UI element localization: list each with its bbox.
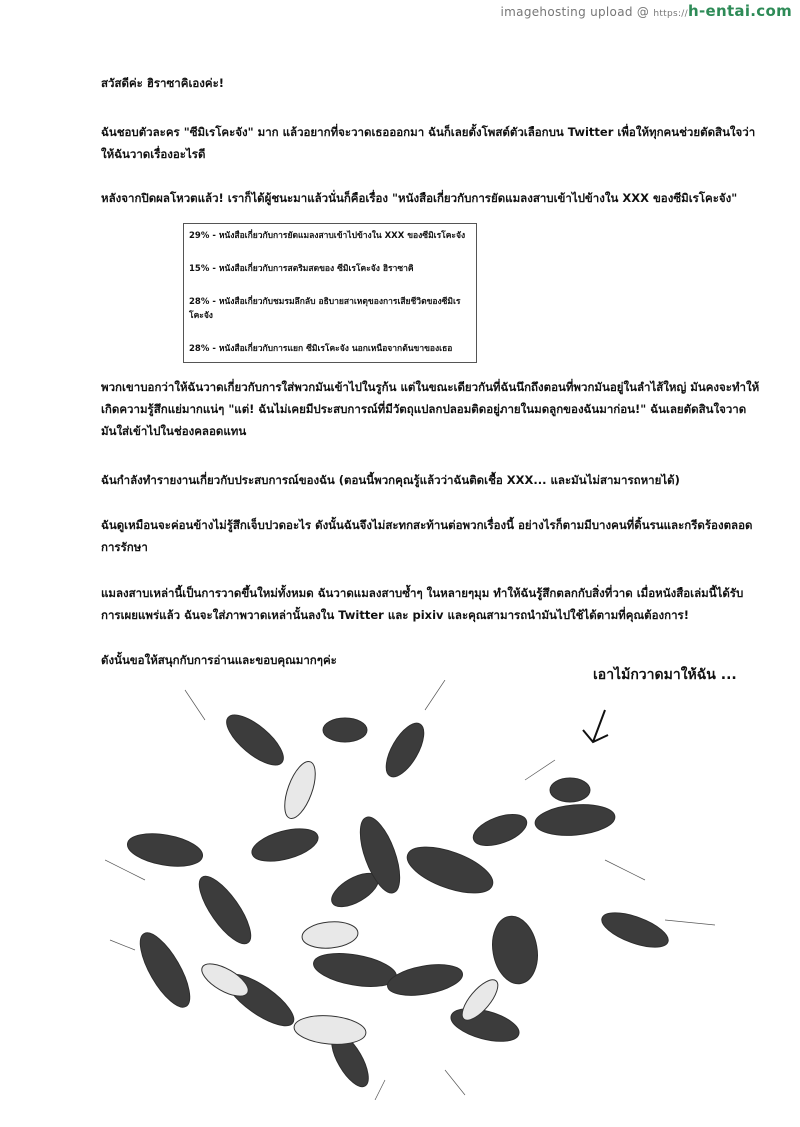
poll-item: 28% - หนังสือเกี่ยวกับการแยก ซีมิเรโคะจัง นอกเหนือจากต้นขาของเธอ	[189, 344, 453, 354]
poll-percent: 15%	[189, 264, 210, 274]
drawings-paragraph: แมลงสาบเหล่านี้เป็นการวาดขึ้นใหม่ทั้งหมด ฉันวาดแมลงสาบซ้ำๆ ในหลายๆมุม ทำให้ฉันรู้สึกตลกกับสิ่งที่วาด เมื่อหนังสือเล่มนี้ได้รับการเผยแพร่แล้ว ฉันจะใส่ภาพวาดเหล่านั้นลงใน Twitter และ pixiv และคุณสามารถนำมันไปใช้ได้ตามที่คุณต้องการ!	[101, 586, 744, 622]
poll-item: 15% - หนังสือเกี่ยวกับการสตริมสดของ ซีมิเรโคะจัง ฮิราซาคิ	[189, 264, 414, 274]
illustration-caption: เอาไม้กวาดมาให้ฉัน ...	[593, 667, 737, 683]
watermark	[501, 2, 792, 20]
intro-paragraph: ฉันชอบตัวละคร "ซีมิเรโคะจัง" มาก แล้วอยากที่จะวาดเธอออกมา ฉันก็เลยตั้งโพสต์ตัวเลือกบน Twitter เพื่อให้ทุกคนช่วยตัดสินใจว่าให้ฉันวาดเรื่องอะไรดี	[101, 125, 756, 161]
explanation-paragraph: พวกเขาบอกว่าให้ฉันวาดเกี่ยวกับการใส่พวกมันเข้าไปในรูก้น แต่ในขณะเดียวกันที่ฉันนึกถึงตอนที่พวกมันอยู่ในลำไส้ใหญ่ มันคงจะทำให้เกิดความรู้สึกแย่มากแน่ๆ "แต่! ฉันไม่เคยมีประสบการณ์ที่มีวัตถุแปลกปลอมติดอยู่ภายในมดลูกของฉันมาก่อน!" ฉันเลยตัดสินใจวาดมันใส่เข้าไปในช่องคลอดแทน	[101, 380, 760, 438]
poll-label: หนังสือเกี่ยวกับการยัดแมลงสาบเข้าไปข้างใน XXX ของซีมิเรโคะจัง	[218, 231, 466, 241]
poll-percent: 28%	[189, 297, 210, 307]
watermark-brand: h-entai.com	[687, 2, 792, 20]
closing-paragraph: ดังนั้นขอให้สนุกกับการอ่านและขอบคุณมากๆค่ะ	[101, 653, 337, 667]
greeting-paragraph: สวัสดีค่ะ ฮิราซาคิเองค่ะ!	[101, 76, 225, 90]
poll-item: 28% - หนังสือเกี่ยวกับชมรมลึกลับ อธิบายสาเหตุของการเสียชีวิตของซีมิเรโคะจัง	[189, 297, 461, 321]
poll-label: หนังสือเกี่ยวกับการแยก ซีมิเรโคะจัง นอกเหนือจากต้นขาของเธอ	[218, 344, 453, 354]
watermark-scheme: https://	[653, 9, 688, 19]
poll-percent: 29%	[189, 231, 210, 241]
poll-label: หนังสือเกี่ยวกับการสตริมสดของ ซีมิเรโคะจัง ฮิราซาคิ	[218, 264, 414, 274]
poll-label: หนังสือเกี่ยวกับชมรมลึกลับ อธิบายสาเหตุของการเสียชีวิตของซีมิเรโคะจัง	[189, 297, 461, 321]
watermark-prefix: imagehosting upload @	[500, 5, 654, 19]
poll-percent: 28%	[189, 344, 210, 354]
report-paragraph: ฉันกำลังทำรายงานเกี่ยวกับประสบการณ์ของฉัน (ตอนนี้พวกคุณรู้แล้วว่าฉันติดเชื้อ XXX... และมันไม่สามารถหายได้)	[101, 473, 680, 487]
poll-item: 29% - หนังสือเกี่ยวกับการยัดแมลงสาบเข้าไปข้างใน XXX ของซีมิเรโคะจัง	[189, 231, 466, 241]
poll-result-paragraph: หลังจากปิดผลโหวตแล้ว! เราก็ได้ผู้ชนะมาแล้วนั่นก็คือเรื่อง "หนังสือเกี่ยวกับการยัดแมลงสาบเข้าไปข้างใน XXX ของซีมิเรโคะจัง"	[101, 191, 738, 205]
insect-cluster-illustration	[105, 680, 725, 1100]
experience-paragraph: ฉันดูเหมือนจะค่อนข้างไม่รู้สึกเจ็บปวดอะไร ดังนั้นฉันจึงไม่สะทกสะท้านต่อพวกเรื่องนี้ อย่างไรก็ตามมีบางคนที่ดิ้นรนและกรีดร้องตลอดการรักษา	[101, 518, 753, 554]
poll-results-box	[183, 223, 477, 363]
